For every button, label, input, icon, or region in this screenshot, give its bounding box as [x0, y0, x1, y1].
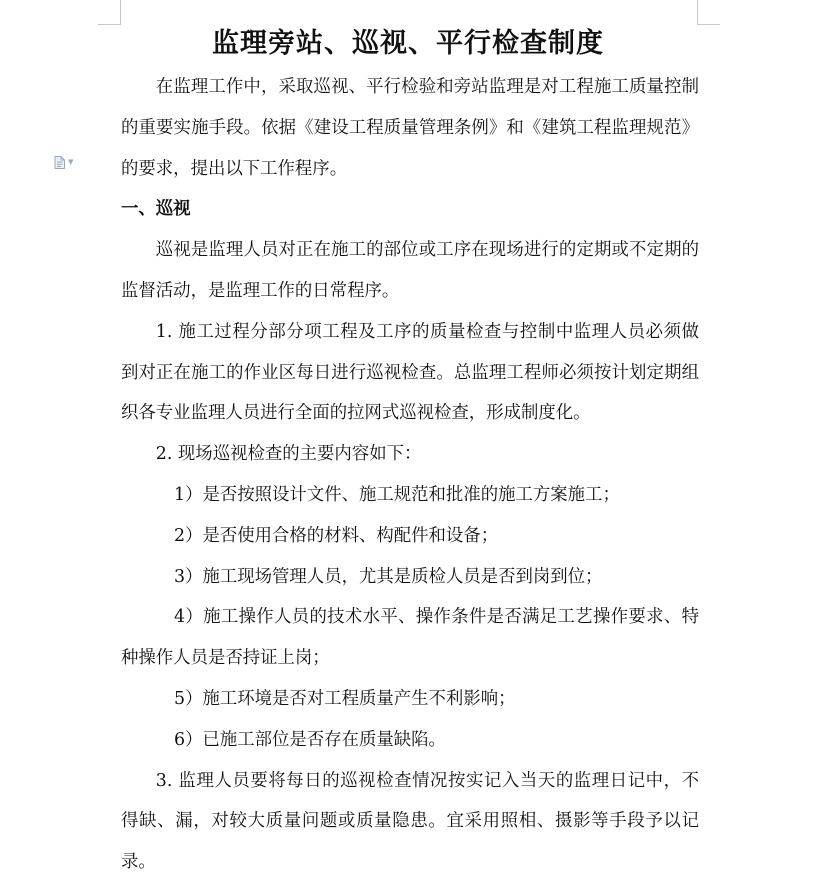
- document-icon: [54, 156, 65, 169]
- section-heading: 一、巡视: [121, 199, 191, 220]
- paragraph-options-icon[interactable]: [54, 155, 80, 169]
- list-item: 4）施工操作人员的技术水平、操作条件是否满足工艺操作要求、特种操作人员是否持证上岗；: [121, 607, 699, 669]
- point-2: 2. 现场巡视检查的主要内容如下：: [155, 444, 422, 465]
- chevron-down-icon: ▼: [68, 157, 74, 166]
- list-item: 1）是否按照设计文件、施工规范和批准的施工方案施工；: [174, 484, 620, 505]
- intro-paragraph: 在监理工作中，采取巡视、平行检验和旁站监理是对工程施工质量控制的重要实施手段。依据《建设工程质量管理条例》和《建筑工程监理规范》的要求，提出以下工作程序。: [121, 77, 699, 179]
- list-item: 5）施工环境是否对工程质量产生不利影响；: [174, 688, 516, 709]
- document-body: [121, 67, 699, 876]
- section-description: 巡视是监理人员对正在施工的部位或工序在现场进行的定期或不定期的监督活动，是监理工作的日常程序。: [121, 240, 699, 301]
- list-item: 2）是否使用合格的材料、构配件和设备；: [174, 525, 499, 546]
- point-1: 1. 施工过程分部分项工程及工序的质量检查与控制中监理人员必须做到对正在施工的作业区每日进行巡视检查。总监理工程师必须按计划定期组织各专业监理人员进行全面的拉网式巡视检查，形成制度化。: [121, 321, 699, 424]
- page-title: 监理旁站、巡视、平行检查制度: [212, 28, 604, 59]
- point-3: 3. 监理人员要将每日的巡视检查情况按实记入当天的监理日记中，不得缺、漏，对较大质量问题或质量隐患。宜采用照相、摄影等手段予以记录。: [121, 770, 699, 873]
- list-item: 3）施工现场管理人员，尤其是质检人员是否到岗到位；: [174, 566, 603, 587]
- list-item: 6）已施工部位是否存在质量缺陷。: [174, 729, 446, 750]
